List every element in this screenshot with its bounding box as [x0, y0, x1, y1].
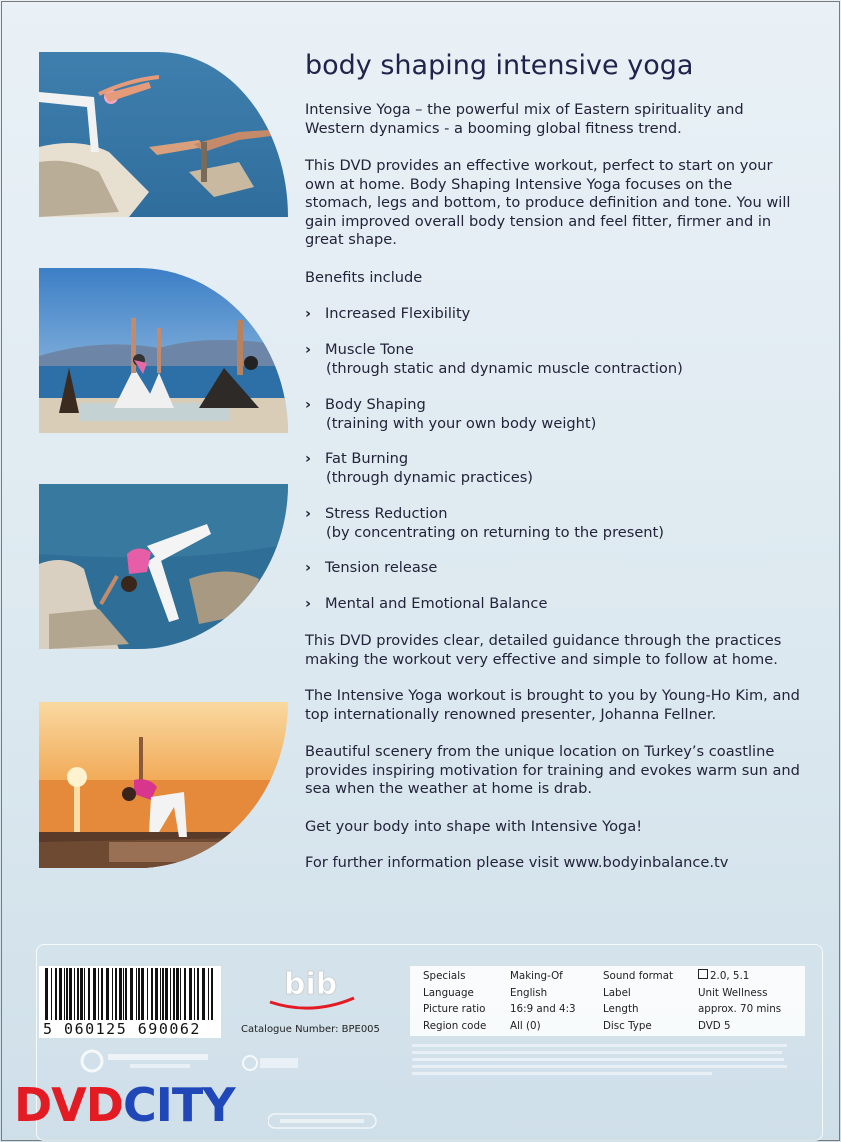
cta-paragraph: Get your body into shape with Intensive Yoga!	[305, 818, 643, 835]
spec-value: DVD 5	[698, 1019, 731, 1032]
barcode-bar	[189, 968, 192, 1020]
barcode-bar	[93, 968, 96, 1020]
spec-label: Specials	[423, 970, 466, 982]
vectorshaper-logo	[268, 1112, 378, 1130]
website-info: For further information please visit www.bodyinbalance.tv	[305, 854, 729, 871]
dvdcity-watermark	[14, 1078, 235, 1132]
yoga-photo-triangle	[39, 268, 288, 433]
chevron-right-icon: ›	[305, 559, 312, 576]
barcode-bar	[98, 968, 99, 1020]
benefit-item: › Stress Reduction (by concentrating on returning to the present)	[305, 505, 800, 542]
benefit-item: › Muscle Tone (through static and dynamic muscle contraction)	[305, 341, 800, 378]
spec-label: Disc Type	[603, 1019, 652, 1032]
barcode-bar	[88, 968, 90, 1020]
chevron-right-icon: ›	[305, 595, 312, 612]
spec-value: Unit Wellness	[698, 986, 768, 999]
specs-table	[410, 966, 805, 1036]
barcode-bar	[64, 968, 65, 1020]
flier-logo	[242, 1053, 302, 1073]
barcode-bar	[51, 968, 52, 1020]
benefit-detail: (training with your own body weight)	[326, 414, 597, 432]
barcode-bar	[151, 968, 153, 1020]
barcode-bar	[130, 968, 133, 1020]
page-title: body shaping intensive yoga	[305, 50, 694, 81]
barcode-number: 5 060125 690062	[43, 1020, 201, 1038]
barcode-bar	[123, 968, 124, 1020]
barcode-bar	[59, 968, 62, 1020]
barcode-bar	[211, 968, 213, 1020]
chevron-right-icon: ›	[305, 505, 312, 522]
barcode-bar	[66, 968, 68, 1020]
speaker-icon	[698, 969, 708, 979]
spec-label: Label	[603, 986, 631, 999]
spec-value: Making-Of	[510, 970, 563, 982]
benefit-item: › Tension release	[305, 559, 438, 576]
spec-value: approx. 70 mins	[698, 1003, 782, 1015]
spec-label: Sound format	[603, 970, 674, 982]
barcode-bar	[115, 968, 117, 1020]
scenery-paragraph: Beautiful scenery from the unique location on Turkey’s coastline provides inspiring motivation for training and evokes warm sun and sea when the weather at home is drab.	[305, 743, 800, 797]
barcode-bar	[162, 968, 164, 1020]
specs-values-right	[698, 968, 781, 1034]
bib-logo	[262, 962, 362, 1018]
barcode-bar	[136, 968, 137, 1020]
barcode-bar	[173, 968, 175, 1020]
specs-labels-left	[423, 968, 486, 1034]
barcode-bar	[101, 968, 103, 1020]
chevron-right-icon: ›	[305, 305, 312, 322]
specs-labels-right	[603, 968, 673, 1034]
barcode-bar	[160, 968, 161, 1020]
barcode-bar	[208, 968, 209, 1020]
spec-label: Length	[603, 1003, 639, 1015]
barcode-bar	[165, 968, 168, 1020]
presenters-paragraph: The Intensive Yoga workout is brought to you by Young-Ho Kim, and top internationally renowned presenter, Johanna Fellner.	[305, 687, 800, 723]
barcode-bar	[180, 968, 181, 1020]
barcode-bar	[69, 968, 72, 1020]
barcode-bar	[45, 968, 48, 1020]
production-logo	[80, 1048, 220, 1074]
barcode-bar	[119, 968, 122, 1020]
yoga-photo-bend	[39, 484, 288, 649]
benefit-detail: (through static and dynamic muscle contraction)	[326, 359, 683, 377]
benefit-item: › Body Shaping (training with your own body weight)	[305, 396, 800, 433]
spec-value: English	[510, 986, 548, 999]
chevron-right-icon: ›	[305, 341, 312, 358]
benefit-item: › Increased Flexibility	[305, 305, 471, 322]
barcode-bar	[176, 968, 179, 1020]
intro-paragraph: Intensive Yoga – the powerful mix of Eastern spirituality and Western dynamics - a booming global fitness trend.	[305, 101, 744, 137]
spec-label: Language	[423, 986, 474, 999]
yoga-photo-rocks	[39, 52, 288, 217]
barcode-bar	[125, 968, 127, 1020]
barcode-bar	[170, 968, 171, 1020]
benefit-detail: (through dynamic practices)	[326, 468, 534, 486]
barcode-bar	[106, 968, 109, 1020]
barcode-bar	[84, 968, 85, 1020]
guidance-paragraph: This DVD provides clear, detailed guidance through the practices making the workout very effective and simple to follow at home.	[305, 632, 782, 668]
bib-logo-text: bib	[284, 967, 338, 1002]
barcode-bar	[80, 968, 83, 1020]
barcode-bar	[184, 968, 186, 1020]
watermark-part-city: CITY	[122, 1078, 235, 1132]
barcode-bar	[112, 968, 113, 1020]
watermark-part-dvd: DVD	[14, 1078, 123, 1132]
spec-label: Picture ratio	[423, 1003, 486, 1015]
barcode-bar	[147, 968, 148, 1020]
catalogue-number: Catalogue Number: BPE005	[241, 1024, 380, 1035]
barcode-bar	[141, 968, 144, 1020]
barcode-bar	[138, 968, 140, 1020]
barcode-bar	[155, 968, 158, 1020]
specs-values-left	[510, 968, 576, 1034]
barcode-bar	[74, 968, 75, 1020]
spec-value: All (0)	[510, 1019, 541, 1032]
barcode-bar	[194, 968, 195, 1020]
description-paragraph: This DVD provides an effective workout, perfect to start on your own at home. Body Shaping Intensive Yoga focuses on the stomach, legs and bottom, to produce definition and tone. You will gain improved overall body tension and feel fitter, firmer and in great shape.	[305, 157, 791, 248]
barcode-bar	[77, 968, 79, 1020]
benefit-item: › Fat Burning (through dynamic practices)	[305, 450, 800, 487]
barcode-bar	[55, 968, 57, 1020]
benefits-heading: Benefits include	[305, 269, 423, 286]
spec-label: Region code	[423, 1019, 487, 1032]
legal-text-block	[412, 1042, 792, 1090]
benefit-item: › Mental and Emotional Balance	[305, 595, 548, 612]
chevron-right-icon: ›	[305, 396, 312, 413]
spec-value-sound: 2.0, 5.1	[698, 968, 781, 985]
chevron-right-icon: ›	[305, 450, 312, 467]
barcode-bar	[197, 968, 199, 1020]
yoga-photo-sunset	[39, 702, 288, 868]
spec-value: 16:9 and 4:3	[510, 1003, 576, 1015]
benefit-detail: (by concentrating on returning to the present)	[326, 523, 664, 541]
barcode-bar	[202, 968, 205, 1020]
